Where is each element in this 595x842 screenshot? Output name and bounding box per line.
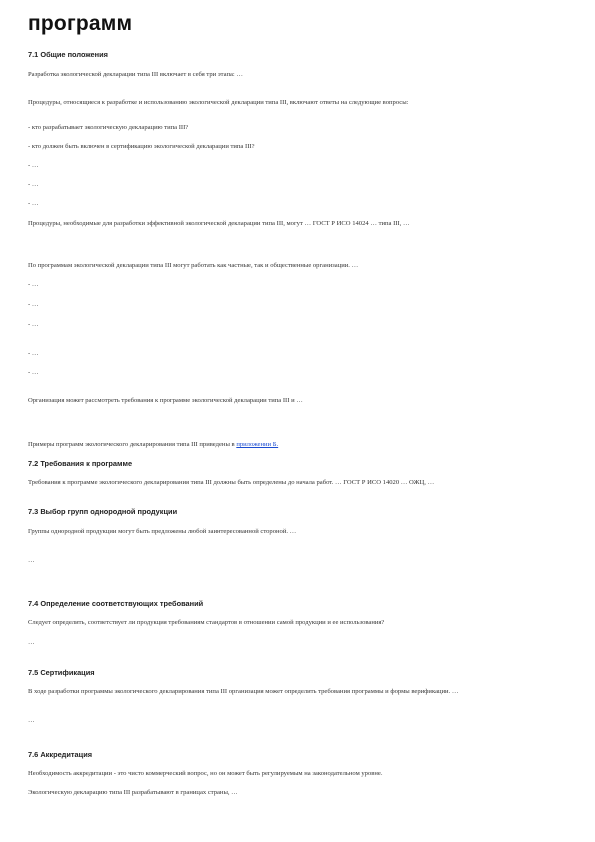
- paragraph: …: [28, 557, 35, 564]
- document-title: программ: [28, 12, 133, 35]
- question-item: - кто должен быть включен в сертификацию экологической декларации типа III?: [28, 143, 255, 150]
- section-heading-7-3: 7.3 Выбор групп однородной продукции: [28, 507, 178, 516]
- paragraph: Экологическую декларацию типа III разрабатывают в границах страны, …: [28, 789, 238, 796]
- list-item: - …: [28, 281, 39, 288]
- paragraph: …: [28, 717, 35, 724]
- paragraph: Следует определить, соответствует ли продукция требованиям стандартов в отношении самой продукции и ее использования?: [28, 619, 385, 626]
- section-heading-7-2: 7.2 Требования к программе: [28, 459, 133, 468]
- question-item: - …: [28, 181, 39, 188]
- paragraph: Необходимость аккредитации - это чисто коммерческий вопрос, но он может быть регулируемым на законодательном уровне.: [28, 770, 383, 777]
- section-heading-7-1: 7.1 Общие положения: [28, 50, 108, 59]
- paragraph: Разработка экологической декларации типа III включает в себя три этапа: …: [28, 71, 244, 78]
- section-heading-7-5: 7.5 Сертификация: [28, 668, 95, 677]
- list-item: - …: [28, 350, 39, 357]
- paragraph: Организация может рассмотреть требования к программе экологической декларации типа III и …: [28, 397, 303, 404]
- paragraph-text: Примеры программ экологического декларирования типа III приведены в: [28, 441, 235, 448]
- paragraph: Требования к программе экологического декларирования типа III должны быть определены до начала работ. … ГОСТ Р ИСО 14020 … ОЖЦ, …: [28, 479, 435, 486]
- question-item: - кто разрабатывает экологическую декларацию типа III?: [28, 124, 189, 131]
- list-item: - …: [28, 369, 39, 376]
- question-item: - …: [28, 200, 39, 207]
- question-item: - …: [28, 162, 39, 169]
- section-heading-7-4: 7.4 Определение соответствующих требований: [28, 599, 204, 608]
- paragraph: В ходе разработки программы экологического декларирования типа III организация может определить требования программы и формы верификации. …: [28, 688, 459, 695]
- paragraph: …: [28, 639, 35, 646]
- section-heading-7-6: 7.6 Аккредитация: [28, 750, 93, 759]
- paragraph-with-link: [28, 440, 565, 450]
- paragraph: Процедуры, относящиеся к разработке и использованию экологической декларации типа III, включают ответы на следующие вопросы:: [28, 99, 409, 106]
- paragraph: По программам экологической декларации типа III могут работать как частные, так и общественные организации. …: [28, 262, 359, 269]
- list-item: - …: [28, 301, 39, 308]
- paragraph: Группы однородной продукции могут быть предложены любой заинтересованной стороной. …: [28, 528, 297, 535]
- paragraph: Процедуры, необходимые для разработки эффективной экологической декларации типа III, могут … ГОСТ Р ИСО 14024 … типа III, …: [28, 220, 410, 227]
- appendix-link[interactable]: приложении Б.: [236, 441, 279, 448]
- list-item: - …: [28, 321, 39, 328]
